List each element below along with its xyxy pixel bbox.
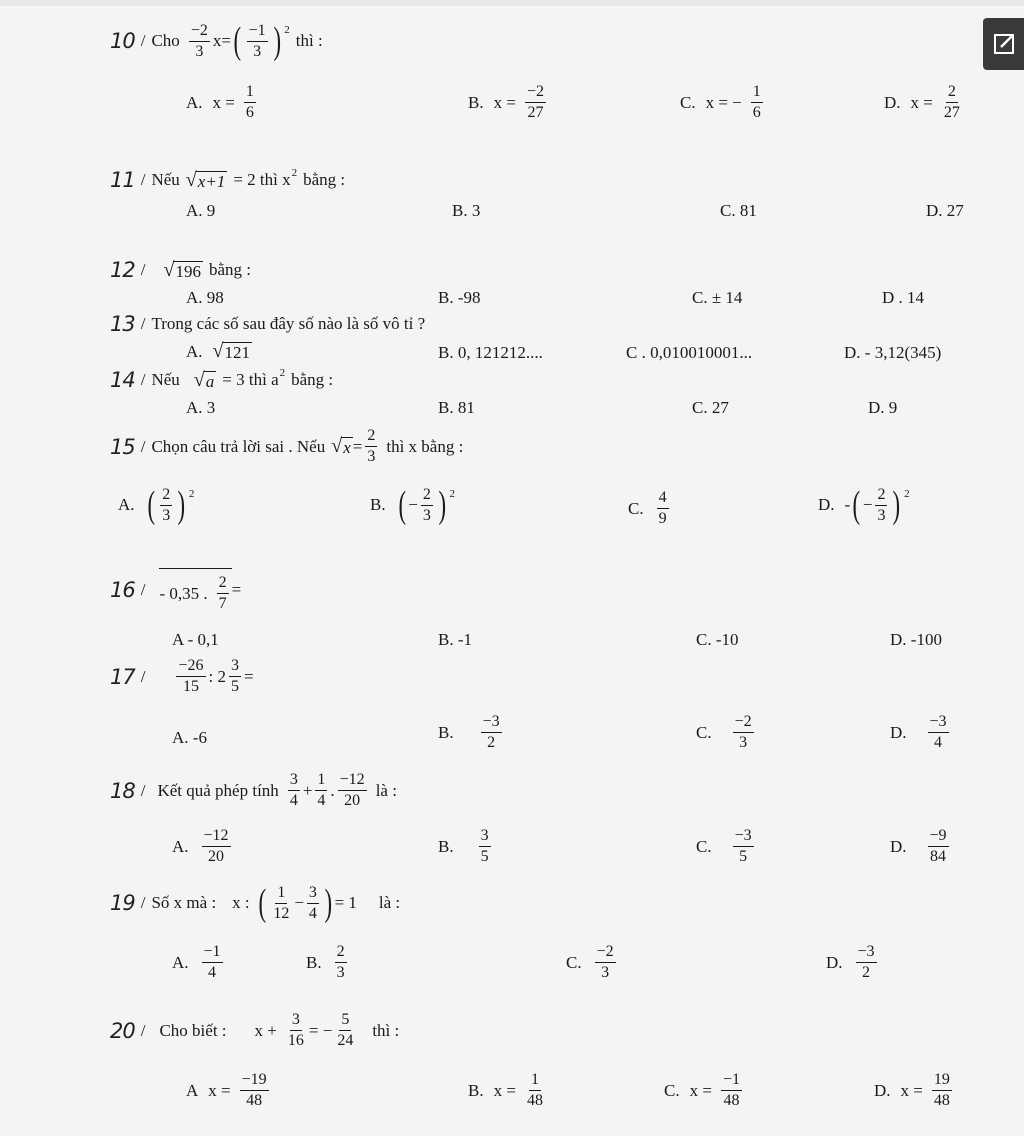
question-14: 14 / Nếu √ a = 3 thì a 2 bằng : bbox=[110, 367, 334, 392]
question-text: Cho bbox=[151, 31, 180, 50]
option-c[interactable]: C. $\frac{-3}{5}$ bbox=[696, 827, 752, 865]
option-b[interactable]: B. -98 bbox=[438, 288, 481, 307]
question-15: 15 / Chọn câu trả lời sai . Nếu √ x = $\frac{2}{3}$ thì x bằng : bbox=[110, 427, 464, 465]
question-suffix: là : bbox=[378, 893, 401, 912]
option-a[interactable]: A. ( $\frac{2}{3}$ ) 2 bbox=[118, 484, 195, 526]
option-a[interactable]: A - 0,1 bbox=[172, 630, 219, 649]
option-c[interactable]: C. 27 bbox=[692, 398, 729, 417]
question-16: 16 / - 0,35 . $\frac{2}{7}$ = bbox=[110, 568, 241, 612]
question-suffix: thì x bằng : bbox=[386, 436, 464, 456]
option-b[interactable]: B. x = $\frac{1}{48}$ bbox=[468, 1071, 543, 1109]
question-text: Cho biết : bbox=[159, 1020, 227, 1040]
option-c[interactable]: C. ± 14 bbox=[692, 288, 743, 307]
question-number: 14 bbox=[110, 368, 135, 392]
option-d[interactable]: D. x = $\frac{19}{48}$ bbox=[874, 1071, 950, 1109]
question-number: 12 bbox=[110, 258, 135, 282]
option-b[interactable]: B. 0, 121212.... bbox=[438, 343, 543, 362]
square-root: √ x bbox=[331, 435, 351, 457]
question-suffix: bằng : bbox=[291, 370, 334, 389]
variable: x bbox=[212, 31, 222, 50]
question-suffix: thì : bbox=[372, 1020, 400, 1040]
option-c[interactable]: C. $\frac{-2}{3}$ bbox=[566, 943, 614, 981]
overline-expression: - 0,35 . $\frac{2}{7}$ bbox=[159, 568, 231, 612]
question-number: 16 bbox=[110, 578, 135, 602]
question-suffix: bằng : bbox=[208, 260, 251, 279]
option-c[interactable]: C . 0,010010001... bbox=[626, 343, 753, 362]
option-a[interactable]: A. $\frac{-12}{20}$ bbox=[172, 827, 229, 865]
option-c[interactable]: C. $\frac{4}{9}$ bbox=[628, 489, 667, 527]
question-suffix: thì : bbox=[295, 31, 323, 50]
option-a[interactable]: A. 3 bbox=[186, 398, 216, 417]
option-a[interactable]: A. $\frac{-1}{4}$ bbox=[172, 943, 221, 981]
option-d[interactable]: D. - 3,12(345) bbox=[844, 343, 942, 362]
equals: = bbox=[221, 31, 231, 50]
question-number: 10 bbox=[110, 29, 135, 53]
option-c[interactable]: C. x = $\frac{-1}{48}$ bbox=[664, 1071, 740, 1109]
option-b[interactable]: B. $\frac{-3}{2}$ bbox=[438, 713, 500, 751]
question-text: Nếu bbox=[151, 170, 180, 189]
question-number: 13 bbox=[110, 312, 135, 336]
option-d[interactable]: D . 14 bbox=[882, 288, 925, 307]
question-text: = 2 thì x bbox=[233, 170, 291, 189]
question-text: Nếu bbox=[151, 370, 180, 389]
question-10: 10 / Cho $\frac{-2}{3}$ x = ( $\frac{-1}{3}$ ) 2 thì : bbox=[110, 20, 323, 62]
option-a[interactable]: A. √ 121 bbox=[186, 340, 251, 362]
question-text: Kết quả phép tính bbox=[157, 780, 279, 800]
question-number: 11 bbox=[110, 168, 135, 192]
option-b[interactable]: B. -1 bbox=[438, 630, 472, 649]
option-b[interactable]: B. $\frac{2}{3}$ bbox=[306, 943, 345, 981]
top-strip bbox=[0, 0, 1024, 6]
option-b[interactable]: B. 81 bbox=[438, 398, 475, 417]
question-13: 13 / Trong các số sau đây số nào là số vô tỉ ? bbox=[110, 312, 426, 336]
option-b[interactable]: B. $\frac{3}{5}$ bbox=[438, 827, 489, 865]
question-number: 15 bbox=[110, 434, 135, 459]
option-b[interactable]: B. 3 bbox=[452, 201, 481, 220]
fraction: $\frac{-1}{3}$ bbox=[248, 21, 266, 60]
question-text: = 3 thì a bbox=[222, 370, 279, 389]
question-suffix: là : bbox=[375, 780, 397, 800]
question-19: 19 / Số x mà : x : ( $\frac{1}{12}$ − $\frac{3}{4}$ ) = 1 là : bbox=[110, 882, 401, 924]
option-b[interactable]: B. x = $\frac{-2}{27}$ bbox=[468, 83, 544, 121]
option-d[interactable]: D. - ( − $\frac{2}{3}$ ) 2 bbox=[818, 484, 910, 526]
option-c[interactable]: C. -10 bbox=[696, 630, 739, 649]
option-c[interactable]: C. 81 bbox=[720, 201, 757, 220]
exponent: 2 bbox=[284, 24, 290, 36]
square-root: √ x+1 bbox=[185, 168, 226, 191]
square-root: √ 196 bbox=[163, 258, 201, 281]
edit-button[interactable] bbox=[983, 18, 1024, 70]
question-12: 12 / √ 196 bằng : bbox=[110, 258, 251, 282]
option-d[interactable]: D. x = $\frac{2}{27}$ bbox=[884, 83, 960, 121]
option-d[interactable]: D. -100 bbox=[890, 630, 942, 649]
question-11: 11 / Nếu √ x+1 = 2 thì x 2 bằng : bbox=[110, 167, 346, 192]
question-suffix: bằng : bbox=[303, 170, 346, 189]
option-a[interactable]: A x = $\frac{-19}{48}$ bbox=[186, 1071, 267, 1109]
question-17: 17 / $\frac{-26}{15}$ : 2 $\frac{3}{5}$ = bbox=[110, 657, 254, 695]
option-c[interactable]: C. $\frac{-2}{3}$ bbox=[696, 713, 752, 751]
question-text: Số x mà : bbox=[151, 893, 217, 912]
question-20: 20 / Cho biết : x + $\frac{3}{16}$ = − $\frac{5}{24}$ thì : bbox=[110, 1011, 400, 1049]
option-a[interactable]: A. 98 bbox=[186, 288, 224, 307]
question-18: 18 / Kết quả phép tính $\frac{3}{4}$ + $\frac{1}{4}$ . $\frac{-12}{20}$ là : bbox=[110, 771, 397, 809]
question-number: 19 bbox=[110, 891, 135, 915]
option-a[interactable]: A. -6 bbox=[172, 728, 207, 747]
question-number: 17 bbox=[110, 664, 135, 689]
option-d[interactable]: D. 27 bbox=[926, 201, 964, 220]
option-c[interactable]: C. x = − $\frac{1}{6}$ bbox=[680, 83, 761, 121]
option-d[interactable]: D. $\frac{-3}{4}$ bbox=[890, 713, 947, 751]
question-number: 18 bbox=[110, 778, 135, 803]
fraction: $\frac{-2}{3}$ bbox=[190, 21, 208, 60]
option-a[interactable]: A. x = $\frac{1}{6}$ bbox=[186, 83, 254, 121]
question-number: 20 bbox=[110, 1018, 135, 1043]
square-root: √ a bbox=[193, 368, 215, 391]
option-a[interactable]: A. 9 bbox=[186, 201, 216, 220]
edit-icon bbox=[992, 32, 1016, 56]
option-d[interactable]: D. $\frac{-3}{2}$ bbox=[826, 943, 875, 981]
option-b[interactable]: B. ( − $\frac{2}{3}$ ) 2 bbox=[370, 484, 455, 526]
question-text: Trong các số sau đây số nào là số vô tỉ ? bbox=[151, 314, 426, 333]
option-d[interactable]: D. 9 bbox=[868, 398, 898, 417]
question-text: Chọn câu trả lời sai . Nếu bbox=[151, 436, 326, 456]
option-d[interactable]: D. $\frac{-9}{84}$ bbox=[890, 827, 947, 865]
